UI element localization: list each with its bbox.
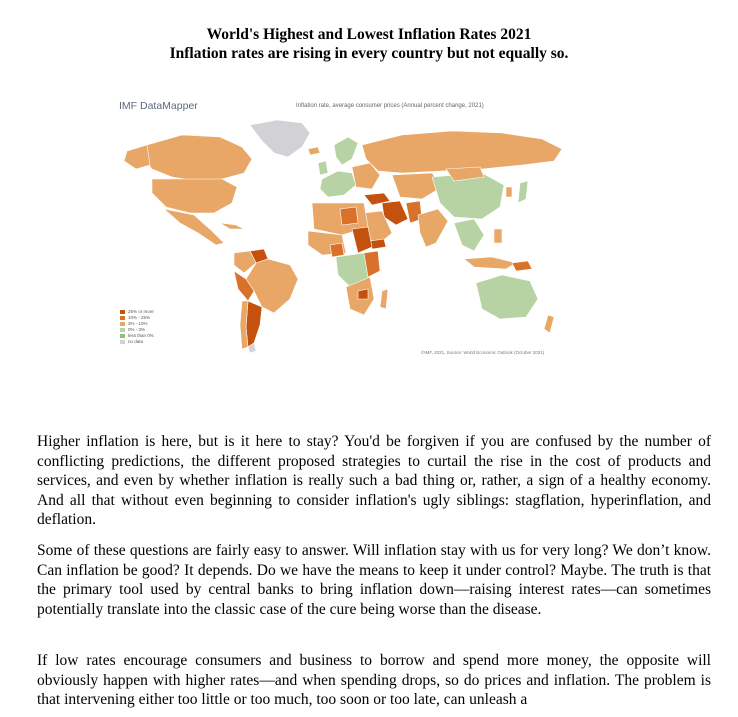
map-india: [418, 209, 448, 247]
map-libya: [340, 207, 358, 225]
map-sudan: [352, 227, 372, 253]
map-korea: [506, 187, 512, 197]
legend-label: 0% - 3%: [128, 327, 146, 332]
legend-label: 25% or more: [128, 309, 154, 314]
map-nigeria: [330, 243, 344, 257]
page-subtitle: Inflation rates are rising in every country but not equally so.: [169, 45, 569, 62]
map-papua: [512, 261, 532, 271]
legend-label: less than 0%: [128, 333, 154, 338]
legend-swatch: [120, 316, 125, 320]
map-madagascar: [380, 289, 388, 309]
legend-label: 10% - 25%: [128, 315, 151, 320]
map-philippines: [494, 229, 502, 243]
map-canada: [142, 135, 252, 181]
legend-swatch: [120, 310, 125, 314]
map-southeast-asia: [454, 219, 484, 251]
legend-swatch: [120, 322, 125, 326]
body-paragraph: If low rates encourage consumers and business to borrow and spend more money, the opposite will obviously happen with higher rates—and when spending drops, so do prices and inflation. The problem is that intervening either too little or too much, too soon or too late, can unleash a: [37, 652, 711, 708]
body-paragraph: Higher inflation is here, but is it here to stay? You'd be forgiven if you are confused by the number of conflicting predictions, the different proposed strategies to curtail the rise in the cost of products and services, and even by whether inflation is really such a bad thing or, rather, a sign of a healthy economy. And all that without even beginning to consider inflation's ugly siblings: stagflation, hyperinflation, and deflation.: [37, 433, 711, 528]
map-russia: [362, 131, 562, 173]
page-title: World's Highest and Lowest Inflation Rates 2021: [206, 26, 532, 43]
inflation-map-figure: [102, 95, 592, 370]
legend-label: no data: [128, 339, 144, 344]
map-mexico: [164, 209, 224, 245]
map-indonesia: [464, 257, 516, 269]
map-western-europe: [320, 171, 356, 197]
map-china: [432, 173, 504, 219]
map-scandinavia: [334, 137, 358, 165]
legend-swatch: [120, 328, 125, 332]
map-argentina: [246, 301, 262, 347]
map-credit: ©IMF, 2021, Source: World Economic Outlook (October 2021): [421, 350, 545, 355]
map-japan: [518, 181, 528, 203]
map-caption: Inflation rate, average consumer prices (Annual percent change, 2021): [296, 103, 484, 109]
map-zimbabwe: [358, 289, 368, 299]
world-map: [102, 95, 592, 370]
map-alaska: [124, 145, 150, 169]
map-iceland: [308, 147, 320, 155]
map-usa: [152, 179, 237, 213]
imf-datamapper-label: IMF DataMapper: [119, 100, 198, 112]
legend-swatch: [120, 334, 125, 338]
legend-label: 3% - 10%: [128, 321, 148, 326]
legend-swatch: [120, 340, 125, 344]
body-paragraph: Some of these questions are fairly easy to answer. Will inflation stay with us for very long? We don’t know. Can inflation be good? It depends. Do we have the means to keep it under control? Maybe. The truth is that the primary tool used by central banks to bring inflation down—raising interest rates—can sometimes potentially translate into the classic case of the cure being worse than the disease.: [37, 542, 711, 618]
map-australia: [476, 275, 538, 319]
map-greenland: [250, 120, 310, 157]
map-legend: [120, 309, 154, 345]
map-yemen: [370, 239, 386, 249]
map-new-zealand: [544, 315, 554, 333]
map-uk: [318, 161, 328, 175]
legend-item: [120, 339, 154, 345]
map-caribbean: [220, 223, 244, 229]
